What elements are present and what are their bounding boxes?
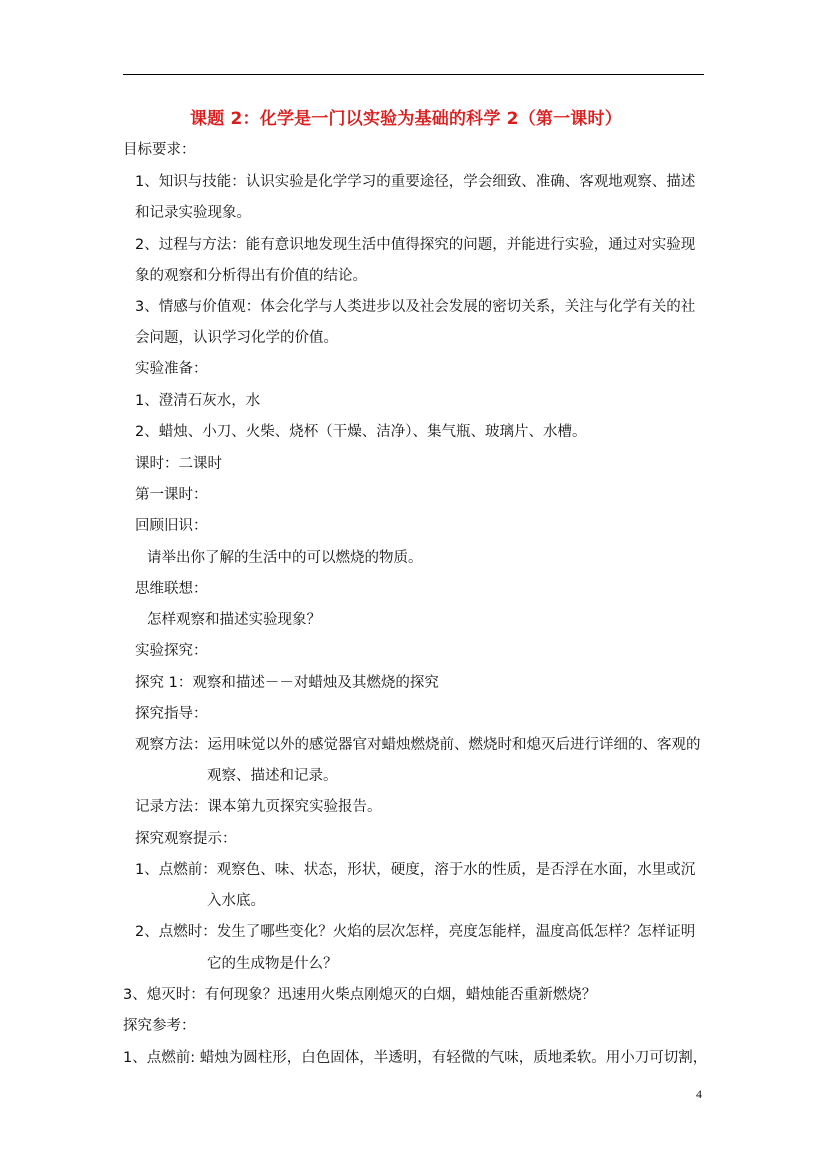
explore-1: 探究 1：观察和描述－－对蜡烛及其燃烧的探究 bbox=[135, 675, 439, 691]
hint-1-line-1: 1、点燃前：观察色、味、状态，形状，硬度，溶于水的性质，是否浮在水面，水里或沉 bbox=[135, 862, 696, 878]
goal-2-line-1: 2、过程与方法：能有意识地发现生活中值得探究的问题，并能进行实验，通过对实验现 bbox=[135, 237, 696, 253]
goal-1-line-2: 和记录实验现象。 bbox=[135, 205, 251, 221]
observe-line-2: 观察、描述和记录。 bbox=[207, 768, 338, 784]
explore-heading: 实验探究： bbox=[135, 643, 208, 659]
hint-3: 3、熄灭时：有何现象？迅速用火柴点刚熄灭的白烟，蜡烛能否重新燃烧？ bbox=[123, 987, 597, 1003]
page-title: 课题 2：化学是一门以实验为基础的科学 2（第一课时） bbox=[190, 109, 622, 129]
goals-heading: 目标要求： bbox=[123, 142, 196, 158]
header-rule bbox=[123, 74, 704, 75]
hints-heading: 探究观察提示： bbox=[135, 831, 237, 847]
review-text: 请举出你了解的生活中的可以燃烧的物质。 bbox=[147, 550, 423, 566]
goal-3-line-2: 会问题，认识学习化学的价值。 bbox=[135, 330, 338, 346]
first-period: 第一课时： bbox=[135, 487, 208, 503]
hint-2-line-2: 它的生成物是什么？ bbox=[207, 956, 338, 972]
goal-3-line-1: 3、情感与价值观：体会化学与人类进步以及社会发展的密切关系，关注与化学有关的社 bbox=[135, 299, 696, 315]
thinking-heading: 思维联想： bbox=[135, 581, 208, 597]
prep-item-2: 2、蜡烛、小刀、火柴、烧杯（干燥、洁净）、集气瓶、玻璃片、水槽。 bbox=[135, 424, 587, 440]
thinking-text: 怎样观察和描述实验现象？ bbox=[147, 612, 321, 628]
goal-1-line-1: 1、知识与技能：认识实验是化学学习的重要途径，学会细致、准确、客观地观察、描述 bbox=[135, 174, 696, 190]
hint-1-line-2: 入水底。 bbox=[207, 893, 265, 909]
goal-2-line-2: 象的观察和分析得出有价值的结论。 bbox=[135, 268, 367, 284]
prep-item-1: 1、澄清石灰水，水 bbox=[135, 393, 261, 409]
ref-item-1: 1、点燃前: 蜡烛为圆柱形，白色固体，半透明，有轻微的气味，质地柔软。用小刀可切割， bbox=[123, 1050, 708, 1066]
review-heading: 回顾旧识： bbox=[135, 518, 208, 534]
ref-heading: 探究参考： bbox=[123, 1018, 196, 1034]
periods: 课时：二课时 bbox=[135, 456, 222, 472]
observe-line-1: 观察方法：运用味觉以外的感觉器官对蜡烛燃烧前、燃烧时和熄灭后进行详细的、客观的 bbox=[135, 737, 701, 753]
page-number: 4 bbox=[696, 1087, 702, 1101]
guide-heading: 探究指导： bbox=[135, 706, 208, 722]
prep-heading: 实验准备： bbox=[135, 361, 208, 377]
record-method: 记录方法：课本第九页探究实验报告。 bbox=[135, 799, 382, 815]
hint-2-line-1: 2、点燃时：发生了哪些变化？火焰的层次怎样，亮度怎能样，温度高低怎样？怎样证明 bbox=[135, 924, 696, 940]
